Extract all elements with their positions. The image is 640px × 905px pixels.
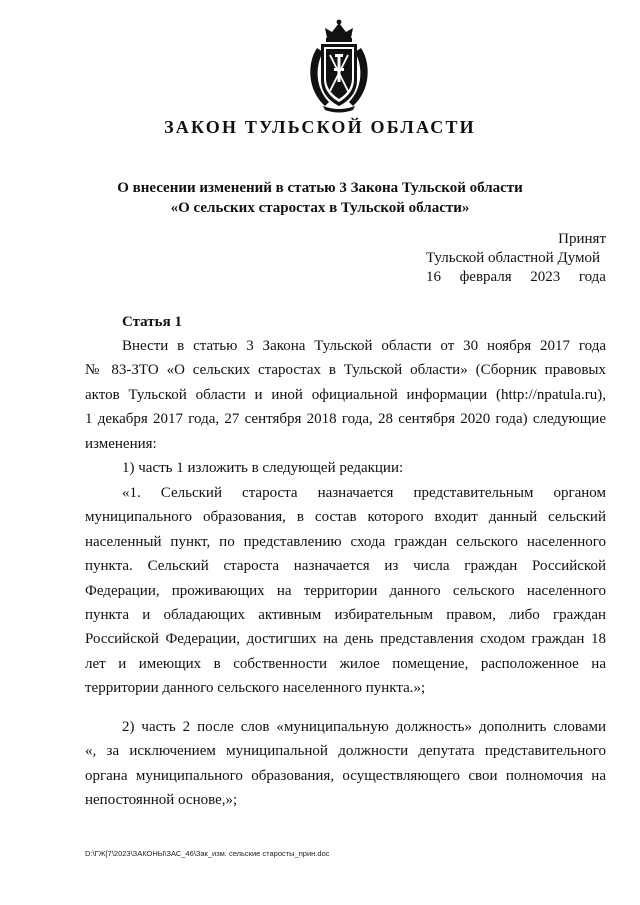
amendment-item-2 xyxy=(85,715,606,813)
paragraph-line: непостоянной основе,»; xyxy=(85,792,238,809)
paragraph-line: 1 декабря 2017 года, 27 сентября 2018 года, 28 сентября 2020 года) следующие xyxy=(85,411,606,428)
law-subtitle-line-2: «О сельских старостах в Тульской области» xyxy=(170,200,470,216)
paragraph-line: Российской Федерации, достигших на день представления сходом граждан 18 xyxy=(85,631,606,648)
paragraph-line: лет и имеющих в собственности жилое помещение, расположенное на xyxy=(85,655,606,672)
law-title: ЗАКОН ТУЛЬСКОЙ ОБЛАСТИ xyxy=(164,117,476,137)
paragraph-line: муниципального образования, в состав которого входит данный сельский xyxy=(85,509,606,526)
amendment-item-1 xyxy=(85,456,606,480)
paragraph-line: населенный пункт, по представлению схода граждан сельского населенного xyxy=(85,533,606,550)
tula-coat-of-arms-icon xyxy=(303,18,375,114)
paragraph-line: изменения: xyxy=(85,435,157,452)
paragraph-line: пункта. Сельский староста назначается из числа граждан Российской xyxy=(85,558,606,575)
paragraph-line: «, за исключением муниципальной должности депутата представительного xyxy=(85,743,606,760)
paragraph-line: территории данного сельского населенного пункта.»; xyxy=(85,680,426,697)
paragraph-line: № 83-ЗТО «О сельских старостах в Тульской области» (Сборник правовых xyxy=(85,362,606,379)
adopted-month: февраля xyxy=(459,269,512,285)
adopted-by: Тульской областной Думой xyxy=(426,250,601,266)
adopted-date xyxy=(426,268,606,287)
paragraph-line: 1) часть 1 изложить в следующей редакции: xyxy=(122,460,404,476)
paragraph-line: Внести в статью 3 Закона Тульской области от 30 ноября 2017 года xyxy=(122,338,606,354)
article-heading: Статья 1 xyxy=(122,314,182,330)
law-subtitle-line-1: О внесении изменений в статью 3 Закона Тульской области xyxy=(117,180,523,196)
adopted-label: Принят xyxy=(558,231,606,247)
adoption-block xyxy=(426,230,606,287)
paragraph-line: пункта и обладающих активным избирательным правом, либо граждан xyxy=(85,606,606,623)
adopted-year-word: года xyxy=(578,269,606,285)
paragraph-line: Федерации, проживающих на территории данного сельского населенного xyxy=(85,582,606,599)
paragraph-line: органа муниципального образования, осуществляющего свои полномочия на xyxy=(85,767,606,784)
article-intro-paragraph xyxy=(85,334,606,456)
adopted-day: 16 xyxy=(426,269,441,285)
adopted-year: 2023 xyxy=(530,269,561,285)
paragraph-line: 2) часть 2 после слов «муниципальную должность» дополнить словами xyxy=(122,719,606,735)
file-path-footer: D:\ГЖ[7\2023\ЗАКОНЫ\ЗАС_46\Зак_изм. сельские старосты_прин.doc xyxy=(85,849,330,858)
paragraph-line: актов Тульской области и иной официальной информации (http://npatula.ru), xyxy=(85,386,606,403)
paragraph-line: «1. Сельский староста назначается представительным органом xyxy=(122,485,606,501)
amendment-quote xyxy=(85,481,606,701)
